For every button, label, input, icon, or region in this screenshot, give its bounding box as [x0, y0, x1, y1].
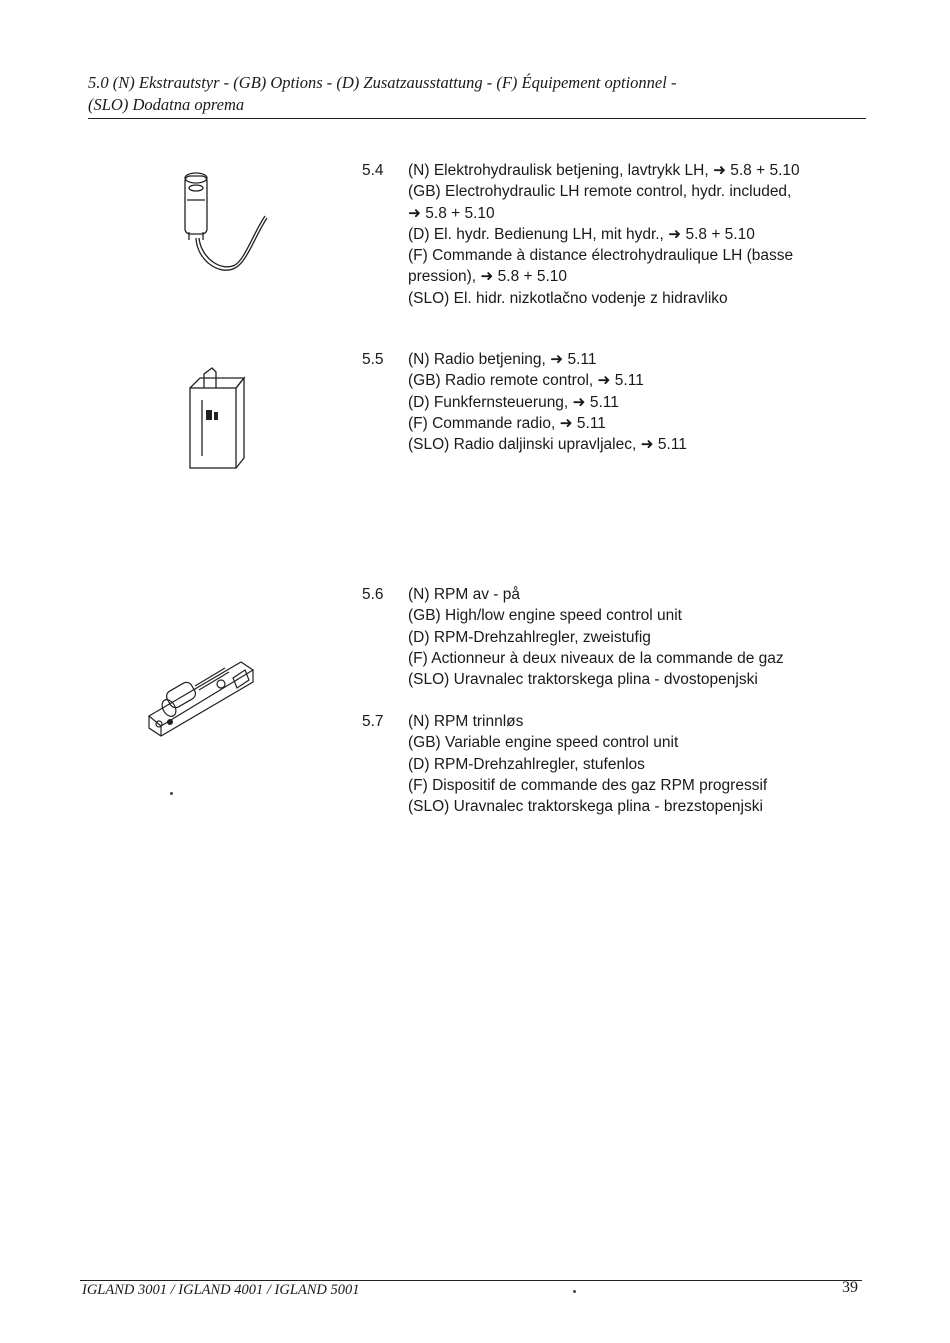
entry-line: ➜ 5.8 + 5.10	[408, 204, 495, 222]
entry-description	[408, 349, 878, 455]
entry-line: (N) Radio betjening, ➜ 5.11	[408, 351, 597, 368]
entry-line: (SLO) Uravnalec traktorskega plina - dvostopenjski	[408, 671, 758, 689]
entry-line: (F) Dispositif de commande des gaz RPM progressif	[408, 776, 768, 794]
header-divider	[88, 118, 866, 119]
entry-description	[408, 584, 878, 690]
entry-line: (N) Elektrohydraulisk betjening, lavtrykk LH, ➜ 5.8 + 5.10	[408, 162, 800, 179]
entry-number: 5.6	[362, 586, 384, 603]
entry-line: (F) Actionneur à deux niveaux de la commande de gaz	[408, 649, 784, 667]
entry-line: (D) Funkfernsteuerung, ➜ 5.11	[408, 393, 619, 411]
entry-number: 5.5	[362, 351, 384, 368]
header-title-line-2: (SLO) Dodatna oprema	[88, 95, 245, 114]
electrohydraulic-control-illustration	[175, 166, 275, 281]
entry-line: (D) El. hydr. Bedienung LH, mit hydr., ➜ 5.8 + 5.10	[408, 225, 755, 243]
entry-line: (GB) Radio remote control, ➜ 5.11	[408, 372, 644, 390]
entry-line: (F) Commande à distance électrohydraulique LH (basse	[408, 247, 794, 265]
entry-line: (N) RPM trinnløs	[408, 713, 524, 730]
footer-models: IGLAND 3001 / IGLAND 4001 / IGLAND 5001	[82, 1282, 360, 1298]
rpm-control-unit-illustration	[145, 650, 260, 738]
entry-line: (GB) Electrohydraulic LH remote control, hydr. included,	[408, 183, 792, 201]
entry-line: pression), ➜ 5.8 + 5.10	[408, 268, 568, 286]
entry-description	[408, 160, 878, 309]
entry-line: (GB) High/low engine speed control unit	[408, 607, 682, 625]
header-title-line-1: 5.0 (N) Ekstrautstyr - (GB) Options - (D) Zusatzausstattung - (F) Équipement optionnel -	[88, 73, 677, 92]
entry-line: (F) Commande radio, ➜ 5.11	[408, 414, 606, 432]
entry-line: (SLO) Radio daljinski upravljalec, ➜ 5.11	[408, 436, 687, 454]
entry-line: (GB) Variable engine speed control unit	[408, 734, 679, 752]
entry-line: (D) RPM-Drehzahlregler, zweistufig	[408, 628, 651, 646]
radio-remote-control-illustration	[182, 366, 252, 474]
page-number: 39	[842, 1279, 858, 1296]
entry-line: (SLO) El. hidr. nizkotlačno vodenje z hidravliko	[408, 289, 728, 307]
entry-number: 5.4	[362, 162, 384, 179]
entry-line: (N) RPM av - på	[408, 586, 520, 603]
entry-line: (SLO) Uravnalec traktorskega plina - brezstopenjski	[408, 798, 763, 816]
entry-line: (D) RPM-Drehzahlregler, stufenlos	[408, 755, 645, 773]
scan-speck	[573, 1290, 576, 1293]
scan-speck	[170, 792, 173, 795]
entry-number: 5.7	[362, 713, 384, 730]
footer-divider	[80, 1280, 862, 1281]
entry-description	[408, 711, 878, 817]
page-header	[88, 72, 866, 116]
